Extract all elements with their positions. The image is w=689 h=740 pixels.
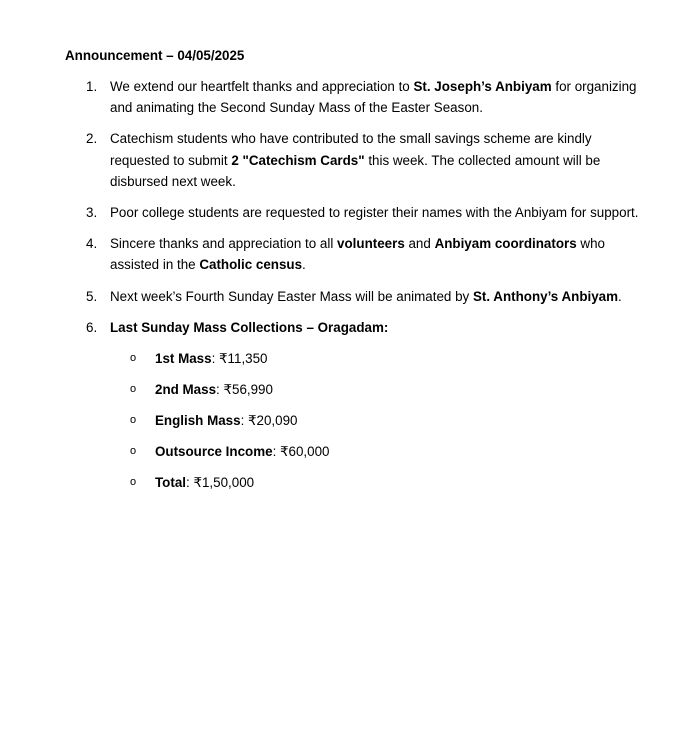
item-text: We extend our heartfelt thanks and appreciation to St. Joseph’s Anbiyam for organizing and animating the Second Sunday Mass of the Easter Season. (110, 79, 637, 116)
item-text: Next week’s Fourth Sunday Easter Mass will be animated by St. Anthony’s Anbiyam. (110, 288, 622, 304)
collection-value: : ₹11,350 (211, 350, 268, 366)
hollow-bullet-icon: o (130, 382, 137, 395)
announcement-item (0, 202, 689, 223)
hollow-bullet-icon: o (130, 475, 137, 488)
item-text: Poor college students are requested to register their names with the Anbiyam for support. (110, 205, 639, 221)
collection-label: Total (155, 474, 186, 490)
hollow-bullet-icon: o (130, 444, 137, 457)
announcement-item (0, 128, 689, 192)
announcement-item (0, 317, 689, 493)
item-number: 3. (86, 205, 98, 221)
announcement-item (0, 286, 689, 307)
item-number: 5. (86, 288, 98, 304)
collection-item (110, 441, 639, 462)
announcement-title: Announcement – 04/05/2025 (65, 48, 245, 63)
hollow-bullet-icon: o (130, 351, 137, 364)
collection-value: : ₹60,000 (272, 443, 330, 459)
collection-value: : ₹56,990 (216, 381, 273, 397)
item-number: 1. (86, 79, 98, 94)
announcement-item (0, 233, 689, 276)
announcement-item (0, 76, 689, 119)
item-number: 6. (86, 319, 98, 335)
collections-heading: Last Sunday Mass Collections – Oragadam: (110, 319, 389, 335)
collection-item (110, 472, 639, 493)
hollow-bullet-icon: o (130, 413, 137, 426)
announcement-list (0, 76, 689, 503)
item-number: 4. (86, 236, 98, 252)
collection-label: English Mass (155, 412, 241, 428)
collection-value: : ₹20,090 (240, 412, 298, 428)
collections-list (110, 348, 639, 493)
item-number: 2. (86, 131, 98, 147)
item-text: Sincere thanks and appreciation to all volunteers and Anbiyam coordinators who assisted in the Catholic census. (110, 236, 605, 273)
collection-value: : ₹1,50,000 (186, 474, 255, 490)
collection-item (110, 348, 639, 369)
collection-item (110, 379, 639, 400)
collection-label: 1st Mass (155, 350, 212, 366)
collection-item (110, 410, 639, 431)
collection-label: 2nd Mass (155, 381, 217, 397)
collection-label: Outsource Income (155, 443, 273, 459)
item-text: Catechism students who have contributed to the small savings scheme are kindly requested to submit 2 "Catechism Cards" this week. The collected amount will be disbursed next week. (110, 131, 601, 189)
